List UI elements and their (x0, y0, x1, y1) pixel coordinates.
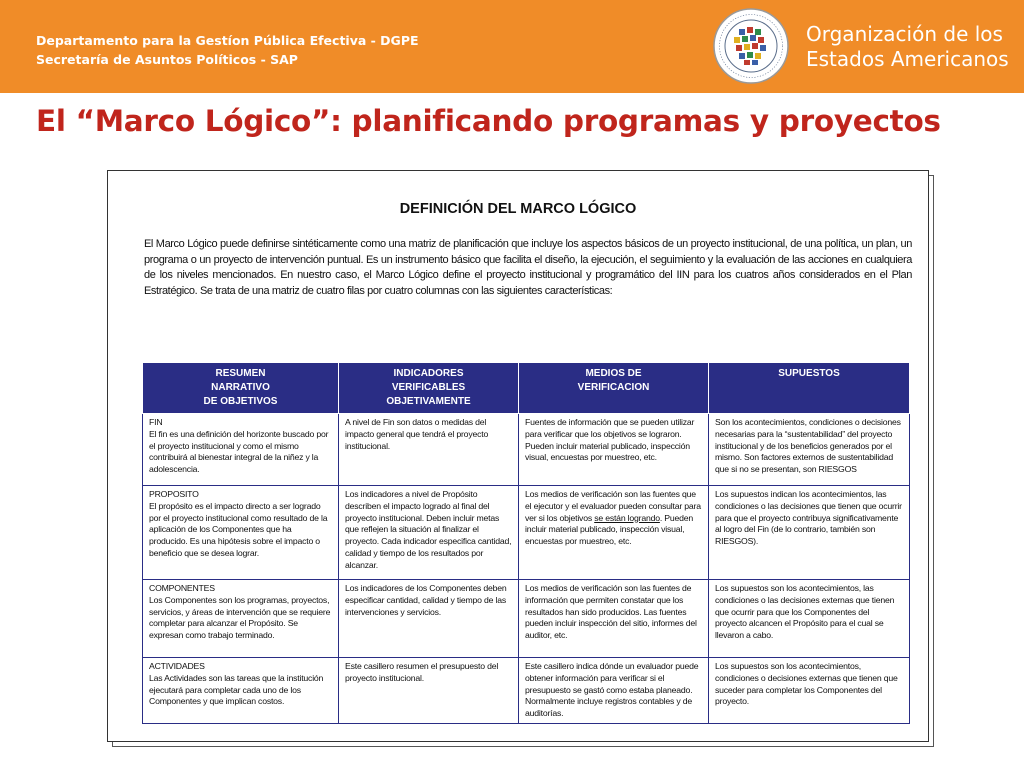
oas-name (806, 22, 1009, 72)
header-supuestos-line: SUPUESTOS (778, 368, 840, 379)
header-resumen (143, 363, 339, 414)
cell-resumen (143, 486, 339, 580)
table-row (143, 658, 910, 724)
header-indicadores (339, 363, 519, 414)
cell-resumen (143, 658, 339, 724)
header-resumen-line: DE OBJETIVOS (203, 396, 278, 407)
row-level-label: COMPONENTES (149, 583, 215, 593)
cell-supuestos: Los supuestos son los acontecimientos, condiciones o decisiones externas que tienen que suceder para completar los Componentes del proyecto. (709, 658, 910, 724)
row-level-label: ACTIVIDADES (149, 661, 205, 671)
header-medios-line: VERIFICACION (577, 382, 650, 393)
header-resumen-line: RESUMEN (215, 368, 266, 379)
header-indicadores-line: VERIFICABLES (391, 382, 466, 393)
row-level-label: PROPOSITO (149, 489, 199, 499)
cell-indicadores: Los indicadores de los Componentes deben especificar cantidad, calidad y tiempo de las intervenciones y servicios. (339, 580, 519, 658)
cell-medios: Los medios de verificación son las fuentes de información que permiten constatar que los resultados han sido producidos. Las fuentes pueden incluir inspección del sitio, informes del auditor, etc. (519, 580, 709, 658)
cell-text: . Pueden incluir material publicado, inspección visual, encuestas por muestreo, etc. (525, 512, 694, 547)
cell-text: El propósito es el impacto directo a ser logrado por el proyecto institucional como resultado de la aplicación de los Componentes que ha producido. Es una hipótesis sobre el impacto o beneficio que se desea lograr. (149, 500, 328, 558)
document-heading: DEFINICIÓN DEL MARCO LÓGICO (399, 201, 637, 217)
logical-framework-table (142, 362, 910, 724)
cell-supuestos: Los supuestos indican los acontecimientos, las condiciones o las decisiones que tienen que ocurrir para que el proyecto contribuya significativamente al logro del Fin (de lo contrario, también son RIESGOS). (709, 486, 910, 580)
department-line: Departamento para la Gestíon Pública Efectiva - DGPE (36, 33, 419, 48)
header-medios (519, 363, 709, 414)
cell-resumen (143, 580, 339, 658)
document-frame (107, 170, 929, 742)
cell-text: Los Componentes son los programas, proyectos, servicios, y áreas de intervención que se requiere completar para alcanzar el Propósito. Se expresan como trabajo terminado. (149, 594, 331, 641)
cell-supuestos: Son los acontecimientos, condiciones o decisiones necesarias para la “sustentabilidad” del proyecto institucional y de los beneficios generados por el mismo. Son factores externos de sustentabilidad que si no se presentan, son RIESGOS (709, 414, 910, 486)
underlined-text: se están logrando (594, 512, 660, 523)
cell-medios: Fuentes de información que se pueden utilizar para verificar que los objetivos se lograron. Pueden incluir material publicado, inspección visual, encuestas por muestreo, etc. (519, 414, 709, 486)
document-intro: El Marco Lógico puede definirse sintéticamente como una matriz de planificación que incluye los aspectos básicos de un proyecto institucional, de una política, un plan, un programa o un proyecto de intervención puntual. Es un instrumento básico que facilita el diseño, la ejecución, el seguimiento y la evaluación de las acciones en cualquiera de los niveles mencionados. En nuestro caso, el Marco Lógico define el proyecto institucional y programático del IIN para los cuatros años considerados en el Plan Estratégico. Se trata de una matriz de cuatro filas por cuatro columnas con las siguientes características: (144, 238, 912, 297)
cell-medios (519, 486, 709, 580)
cell-text: Las Actividades son las tareas que la institución ejecutará para completar cada uno de los Componentes y que implican costos. (149, 672, 324, 707)
oas-seal-logo (712, 7, 790, 85)
oas-name-line2: Estados Americanos (806, 47, 1009, 71)
header-medios-line: MEDIOS DE (585, 368, 642, 379)
cell-text: Los medios de verificación son las fuentes que el ejecutor y el evaluador pueden consultar para ver si los objetivos (525, 489, 701, 523)
row-level-label: FIN (149, 417, 163, 427)
cell-resumen (143, 414, 339, 486)
department-info (36, 31, 419, 69)
table-header-row (143, 363, 910, 414)
secretariat-line: Secretaría de Asuntos Políticos - SAP (36, 52, 298, 67)
table-row (143, 486, 910, 580)
cell-indicadores: A nivel de Fin son datos o medidas del impacto general que tendrá el proyecto institucional. (339, 414, 519, 486)
cell-medios: Este casillero indica dónde un evaluador puede obtener información para verificar si el presupuesto se gastó como estaba planeado. Normalmente incluye registros contables y de auditorías. (519, 658, 709, 724)
cell-indicadores: Este casillero resumen el presupuesto del proyecto institucional. (339, 658, 519, 724)
header-indicadores-line: OBJETIVAMENTE (386, 396, 471, 407)
header-resumen-line: NARRATIVO (211, 382, 270, 393)
cell-indicadores: Los indicadores a nivel de Propósito describen el impacto logrado al final del proyecto institucional. Deben incluir metas que reflejen la situación al finalizar el proyecto. Cada indicador especifica cantidad, calidad y tiempo de los resultados por alcanzar. (339, 486, 519, 580)
table-row (143, 580, 910, 658)
cell-text: El fin es una definición del horizonte buscado por el proyecto institucional y como el mismo contribuirá al bienestar integral de la niñez y la adolescencia. (149, 428, 329, 475)
oas-name-line1: Organización de los (806, 22, 1003, 46)
table-row (143, 414, 910, 486)
cell-supuestos: Los supuestos son los acontecimientos, las condiciones o las decisiones externas que tienen que ocurrir para que los Componentes del proyecto alcancen el Propósito para el cual se llevaron a cabo. (709, 580, 910, 658)
header-supuestos (709, 363, 910, 414)
header-indicadores-line: INDICADORES (393, 368, 464, 379)
slide-title: El “Marco Lógico”: planificando programas y proyectos (36, 104, 941, 138)
